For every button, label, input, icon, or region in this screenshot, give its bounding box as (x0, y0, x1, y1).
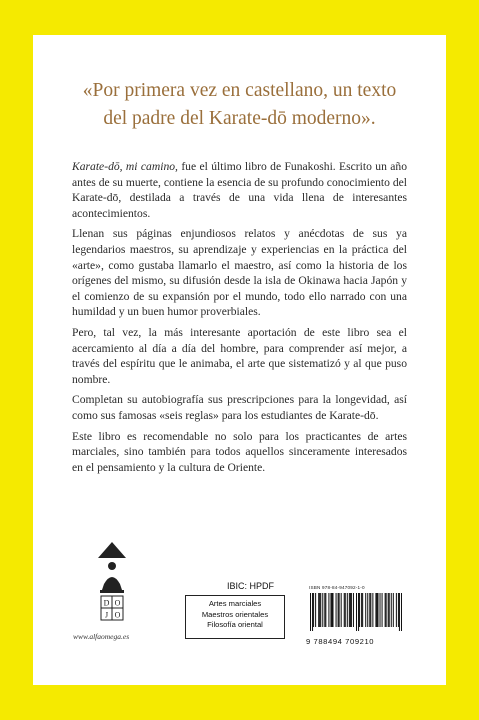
back-cover-panel (33, 35, 446, 685)
pull-quote (33, 77, 446, 133)
publisher-url[interactable]: www.alfaomega.es (73, 632, 130, 641)
barcode-bar (350, 593, 351, 627)
paragraph-1 (72, 159, 407, 221)
barcode-bar (375, 593, 376, 627)
dojo-logo-graphic (92, 540, 132, 630)
isbn-number: ISBN 978-84-947092-1-0 (309, 585, 365, 590)
logo-letter-o1: O (114, 598, 121, 608)
barcode-bar (370, 593, 371, 627)
barcode-bar (319, 593, 320, 627)
barcode-bar (345, 593, 346, 627)
barcode-bar (356, 593, 357, 631)
book-title-italic: Karate-dō, mi camino, (72, 160, 178, 173)
logo-letter-j: J (104, 610, 109, 620)
barcode-bar (330, 593, 331, 627)
paragraph-3: Pero, tal vez, la más interesante aportación de este libro sea el acercamiento al día a día del hombre, para comprender así mejor, a través del espíritu que le animaba, el arte que sistematizó y al que puso nombre. (72, 325, 407, 386)
barcode-bar (362, 593, 363, 627)
barcode-bar (325, 593, 326, 627)
barcode-bar (361, 593, 362, 627)
barcode-bar (331, 593, 332, 627)
paragraph-1-text: fue el último libro de Funakoshi. Escrito un año antes de su muerte, contiene la esencia de su profundo conocimiento del Karate-dō, destilada a través de una vida llena de interesantes acontecimientos. (72, 160, 407, 220)
barcode-bar (339, 593, 340, 627)
barcode-bar (336, 593, 337, 627)
barcode-bar (389, 593, 390, 627)
barcode-graphic (310, 593, 402, 631)
barcode-bar (380, 593, 381, 627)
barcode-bar (313, 593, 314, 627)
barcode-bar (322, 593, 323, 627)
dojo-publisher-logo (92, 540, 132, 630)
category-item: Artes marciales (208, 599, 262, 608)
ibic-code: IBIC: HPDF (227, 581, 275, 591)
barcode-bar (318, 593, 319, 627)
barcode-bar (332, 593, 333, 627)
barcode-bar (341, 593, 342, 627)
blurb-text (72, 159, 407, 480)
barcode-bar (393, 593, 394, 627)
paragraph-5: Este libro es recomendable no solo para los practicantes de artes marciales, sino también para todos aquellos sinceramente interesados en el pensamiento y la cultura de Oriente. (72, 429, 407, 474)
barcode-bar (358, 593, 359, 631)
barcode-bar (349, 593, 350, 627)
barcode-bar (386, 593, 387, 627)
barcode-bar (324, 593, 325, 627)
barcode-bar (344, 593, 345, 627)
quote-line-1: «Por primera vez en castellano, un texto (82, 80, 397, 101)
barcode-bar (398, 593, 399, 627)
barcode-bar (351, 593, 352, 627)
barcode-bar (377, 593, 378, 627)
isbn-barcode (306, 585, 406, 645)
logo-letter-o2: O (114, 610, 121, 620)
barcode-bar (320, 593, 321, 627)
barcode-bar (315, 593, 316, 627)
barcode-bar (359, 593, 360, 627)
paragraph-4: Completan su autobiografía sus prescripciones para la longevidad, así como sus famosas «seis reglas» para los estudiantes de Karate-dō. (72, 393, 407, 422)
barcode-bar (367, 593, 368, 627)
barcode-bar (399, 593, 400, 631)
paragraph-2: Llenan sus páginas enjundiosos relatos y anécdotas de sus ya legendarios maestros, su aprendizaje y experiencias en la práctica del «arte», como gustaba llamarlo el maestro, así como la historia de los orígenes del mismo, su difusión desde la isla de Okinawa hacia Japón y el comienzo de su expansión por el mundo, todo ello narrado con una humildad y un buen humor proverbiales. (72, 227, 407, 319)
barcode-bar (338, 593, 339, 627)
barcode-bar (372, 593, 373, 627)
category-item: Filosofía oriental (207, 620, 263, 630)
category-item: Maestros orientales (201, 609, 269, 619)
barcode-bar (388, 593, 389, 627)
barcode-bar (353, 593, 354, 627)
barcode-bar (396, 593, 397, 627)
barcode-bar (401, 593, 402, 631)
barcode-bar (365, 593, 366, 627)
quote-line-2: del padre del Karate-dō moderno». (103, 108, 376, 129)
barcode-digits: 9 788494 709210 (306, 637, 375, 646)
barcode-bar (312, 593, 313, 631)
barcode-bar (382, 593, 383, 627)
category-box (185, 595, 285, 639)
logo-letter-d: D (103, 598, 110, 608)
barcode-bar (376, 593, 377, 627)
barcode-bar (328, 593, 329, 627)
barcode-bar (347, 593, 348, 627)
barcode-bar (385, 593, 386, 627)
barcode-bar (310, 593, 311, 631)
barcode-bar (391, 593, 392, 627)
barcode-bar (369, 593, 370, 627)
